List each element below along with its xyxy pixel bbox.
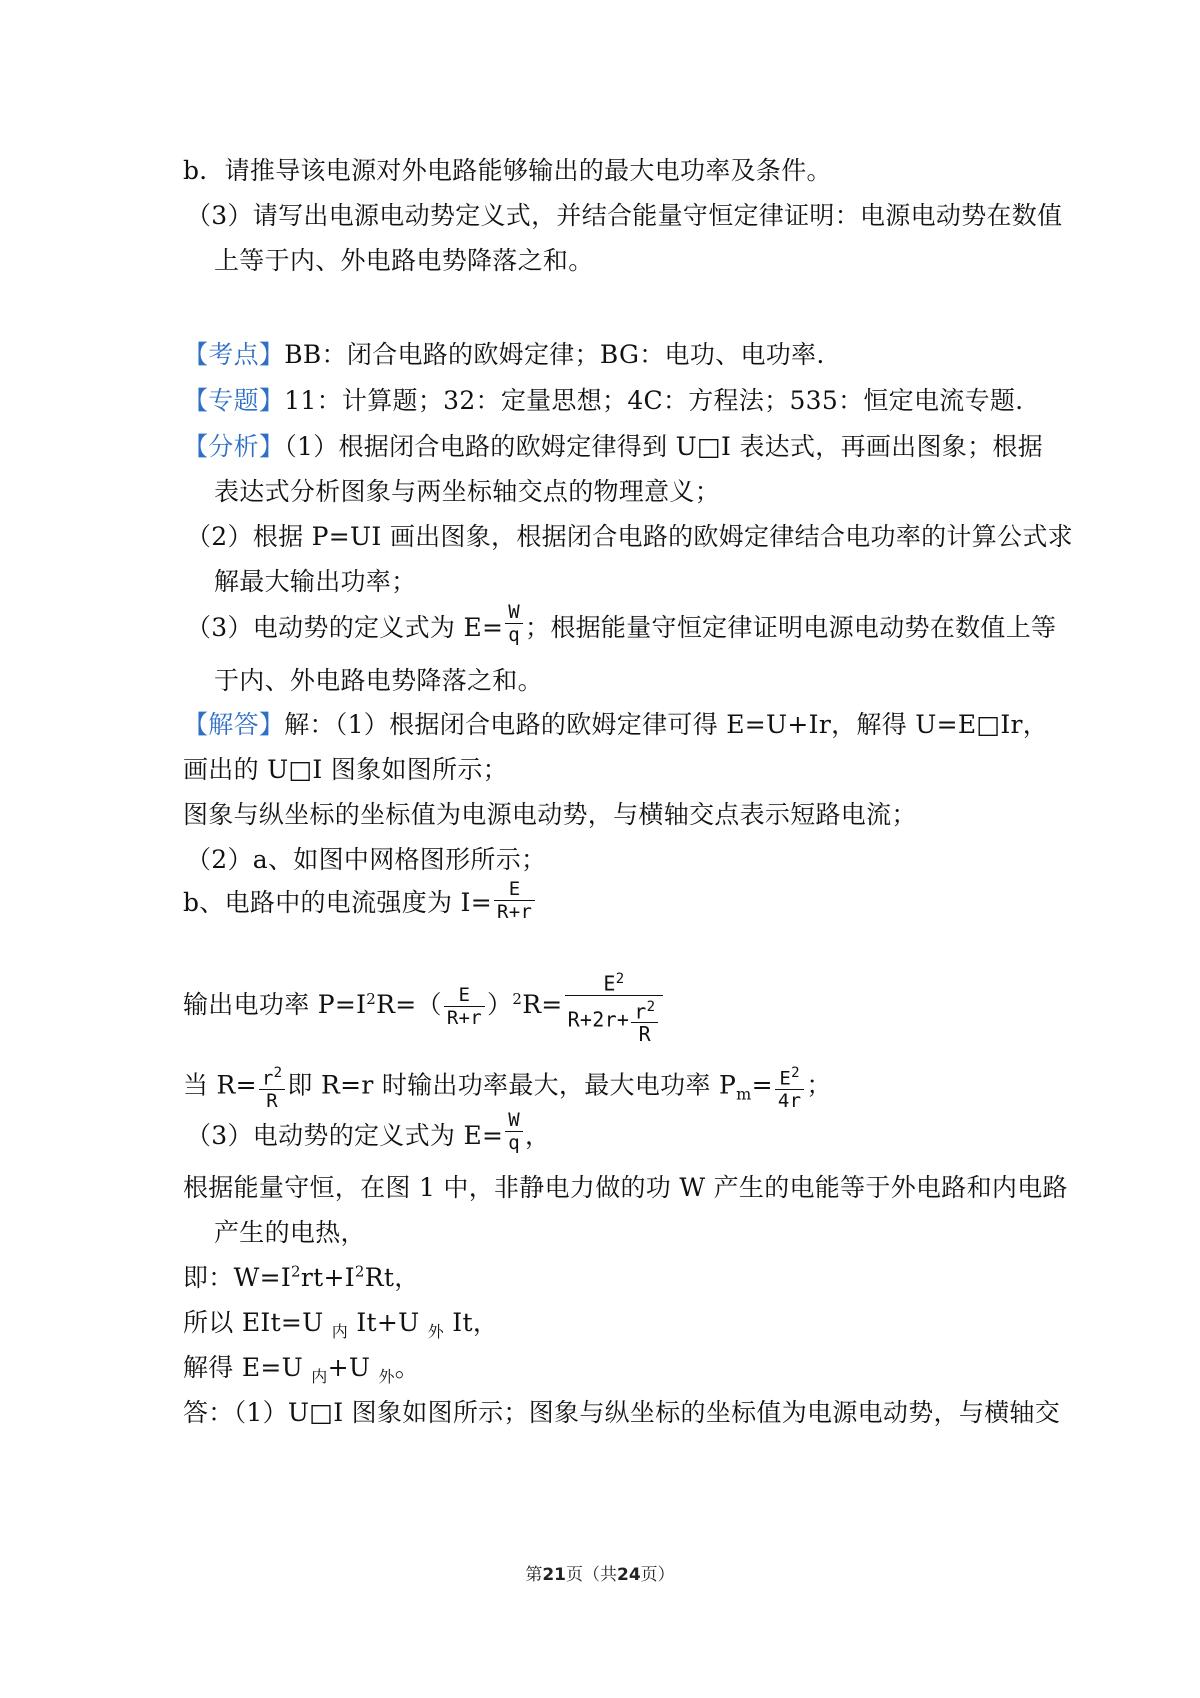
jieda-line1 (183, 709, 1048, 741)
fraction-denominator: q (508, 624, 521, 646)
fraction-denominator: R+r (496, 901, 533, 923)
jieda-line12: 所以 EIt=U $_内$ It+U $_外$ It， (183, 1308, 499, 1341)
zhuanti-label: 【专题】 (183, 386, 285, 415)
jieda-line6 (183, 968, 665, 1045)
fenxi-label: 【分析】 (183, 432, 285, 461)
fenxi-line6: 于内、外电路电势降落之和。 (214, 666, 543, 695)
subscript-m: m (736, 1084, 752, 1104)
fenxi-line1 (183, 431, 1043, 463)
superscript-2: 2 (512, 989, 523, 1008)
fraction-r-squared-over-r: $\frac{r^2}{R}$ (631, 996, 658, 1046)
kaodian-line (183, 339, 825, 371)
problem-q3-line1: （3）请写出电源电动势定义式，并结合能量守恒定律证明：电源电动势在数值 (186, 201, 1063, 230)
jieda-text1: 解：（1）根据闭合电路的欧姆定律可得 E=U+Ir，解得 U=E□Ir， (284, 710, 1049, 739)
jieda-line7: 当 R= $\frac{r^2}{R}$ 即 R=r 时输出功率最大，最大电功率 $P_m=$ $\frac{E^2}{4r}$ ； (183, 1062, 832, 1112)
jieda-line6-prefix: 输出电功率 P=I (183, 990, 367, 1020)
kaodian-label: 【考点】 (183, 340, 285, 369)
jieda-line8: （3）电动势的定义式为 E= $\frac{W}{q}$ ， (186, 1109, 551, 1154)
jieda-line11: 即：$W=I^2rt+I^2Rt$， (183, 1262, 420, 1292)
fenxi-line2: 表达式分析图象与两坐标轴交点的物理意义； (214, 477, 721, 506)
page-total: 24 (617, 1565, 641, 1585)
fraction-e-over-r-plus-r (494, 878, 535, 923)
fraction-w-over-q: $\frac{W}{q}$ (505, 1109, 523, 1154)
fenxi-line5 (186, 601, 1057, 646)
jieda-line10: 产生的电热， (214, 1218, 366, 1247)
fraction-numerator: W (505, 601, 523, 624)
jieda-line3: 图象与纵坐标的坐标值为电源电动势，与横轴交点表示短路电流； (183, 800, 917, 829)
jieda-line7-mid: 即 R=r 时输出功率最大，最大电功率 P (287, 1070, 737, 1100)
problem-q3-line2: 上等于内、外电路电势降落之和。 (214, 246, 594, 275)
fraction-r-squared-over-r: $\frac{r^2}{R}$ (259, 1062, 285, 1112)
jieda-line6-mid2: ） (487, 990, 513, 1020)
jieda-line13: 解得 E=U $_内$+U $_外$。 (183, 1353, 421, 1386)
fraction-numerator: $E^2$ (565, 968, 664, 996)
kaodian-text: BB：闭合电路的欧姆定律；BG：电功、电功率. (284, 340, 825, 369)
jieda-line5 (183, 878, 537, 923)
fenxi-line3: （2）根据 P=UI 画出图象，根据闭合电路的欧姆定律结合电功率的计算公式求 (186, 522, 1073, 551)
fenxi-line5-prefix: （3）电动势的定义式为 E= (186, 613, 504, 642)
fraction-w-over-q (505, 601, 523, 646)
fraction-denominator: R+2r+ $\frac{r^2}{R}$ (565, 996, 664, 1046)
jieda-line6-mid: R=（ (376, 990, 442, 1020)
superscript-2: 2 (366, 989, 377, 1008)
fraction-numerator: E (444, 984, 485, 1007)
fraction-numerator: E (494, 878, 535, 901)
jieda-line6-mid3: R= (522, 990, 563, 1020)
jieda-line2: 画出的 U□I 图象如图所示； (183, 755, 508, 784)
fenxi-text1: （1）根据闭合电路的欧姆定律得到 U□I 表达式，再画出图象；根据 (284, 432, 1043, 461)
zhuanti-text: 11：计算题；32：定量思想；4C：方程法；535：恒定电流专题. (284, 386, 1024, 415)
problem-b-line: b．请推导该电源对外电路能够输出的最大电功率及条件。 (183, 156, 832, 185)
jieda-line5-prefix: b、电路中的电流强度为 I= (183, 888, 492, 917)
jieda-line7-prefix: 当 R= (183, 1070, 257, 1100)
zhuanti-line (183, 385, 1023, 417)
jieda-label: 【解答】 (183, 710, 285, 739)
jieda-line9: 根据能量守恒，在图 1 中，非静电力做的功 W 产生的电能等于外电路和内电路 (183, 1173, 1068, 1202)
fraction-power-expression (565, 968, 664, 1045)
jieda-line8-prefix: （3）电动势的定义式为 E= (186, 1121, 504, 1150)
page-number: 21 (542, 1565, 566, 1585)
jieda-line4: （2）a、如图中网格图形所示； (186, 845, 547, 874)
page-footer: 第21页（共24页） (525, 1565, 675, 1585)
fenxi-line5-suffix: ；根据能量守恒定律证明电源电动势在数值上等 (525, 613, 1057, 642)
fenxi-line4: 解最大输出功率； (214, 567, 417, 596)
fraction-e-over-r-plus-r (444, 984, 485, 1029)
fraction-e-squared-over-4r: $\frac{E^2}{4r}$ (775, 1062, 804, 1112)
fraction-denominator: R+r (446, 1007, 483, 1030)
answer-line: 答：（1）U□I 图象如图所示；图象与纵坐标的坐标值为电源电动势，与横轴交 (183, 1398, 1061, 1427)
